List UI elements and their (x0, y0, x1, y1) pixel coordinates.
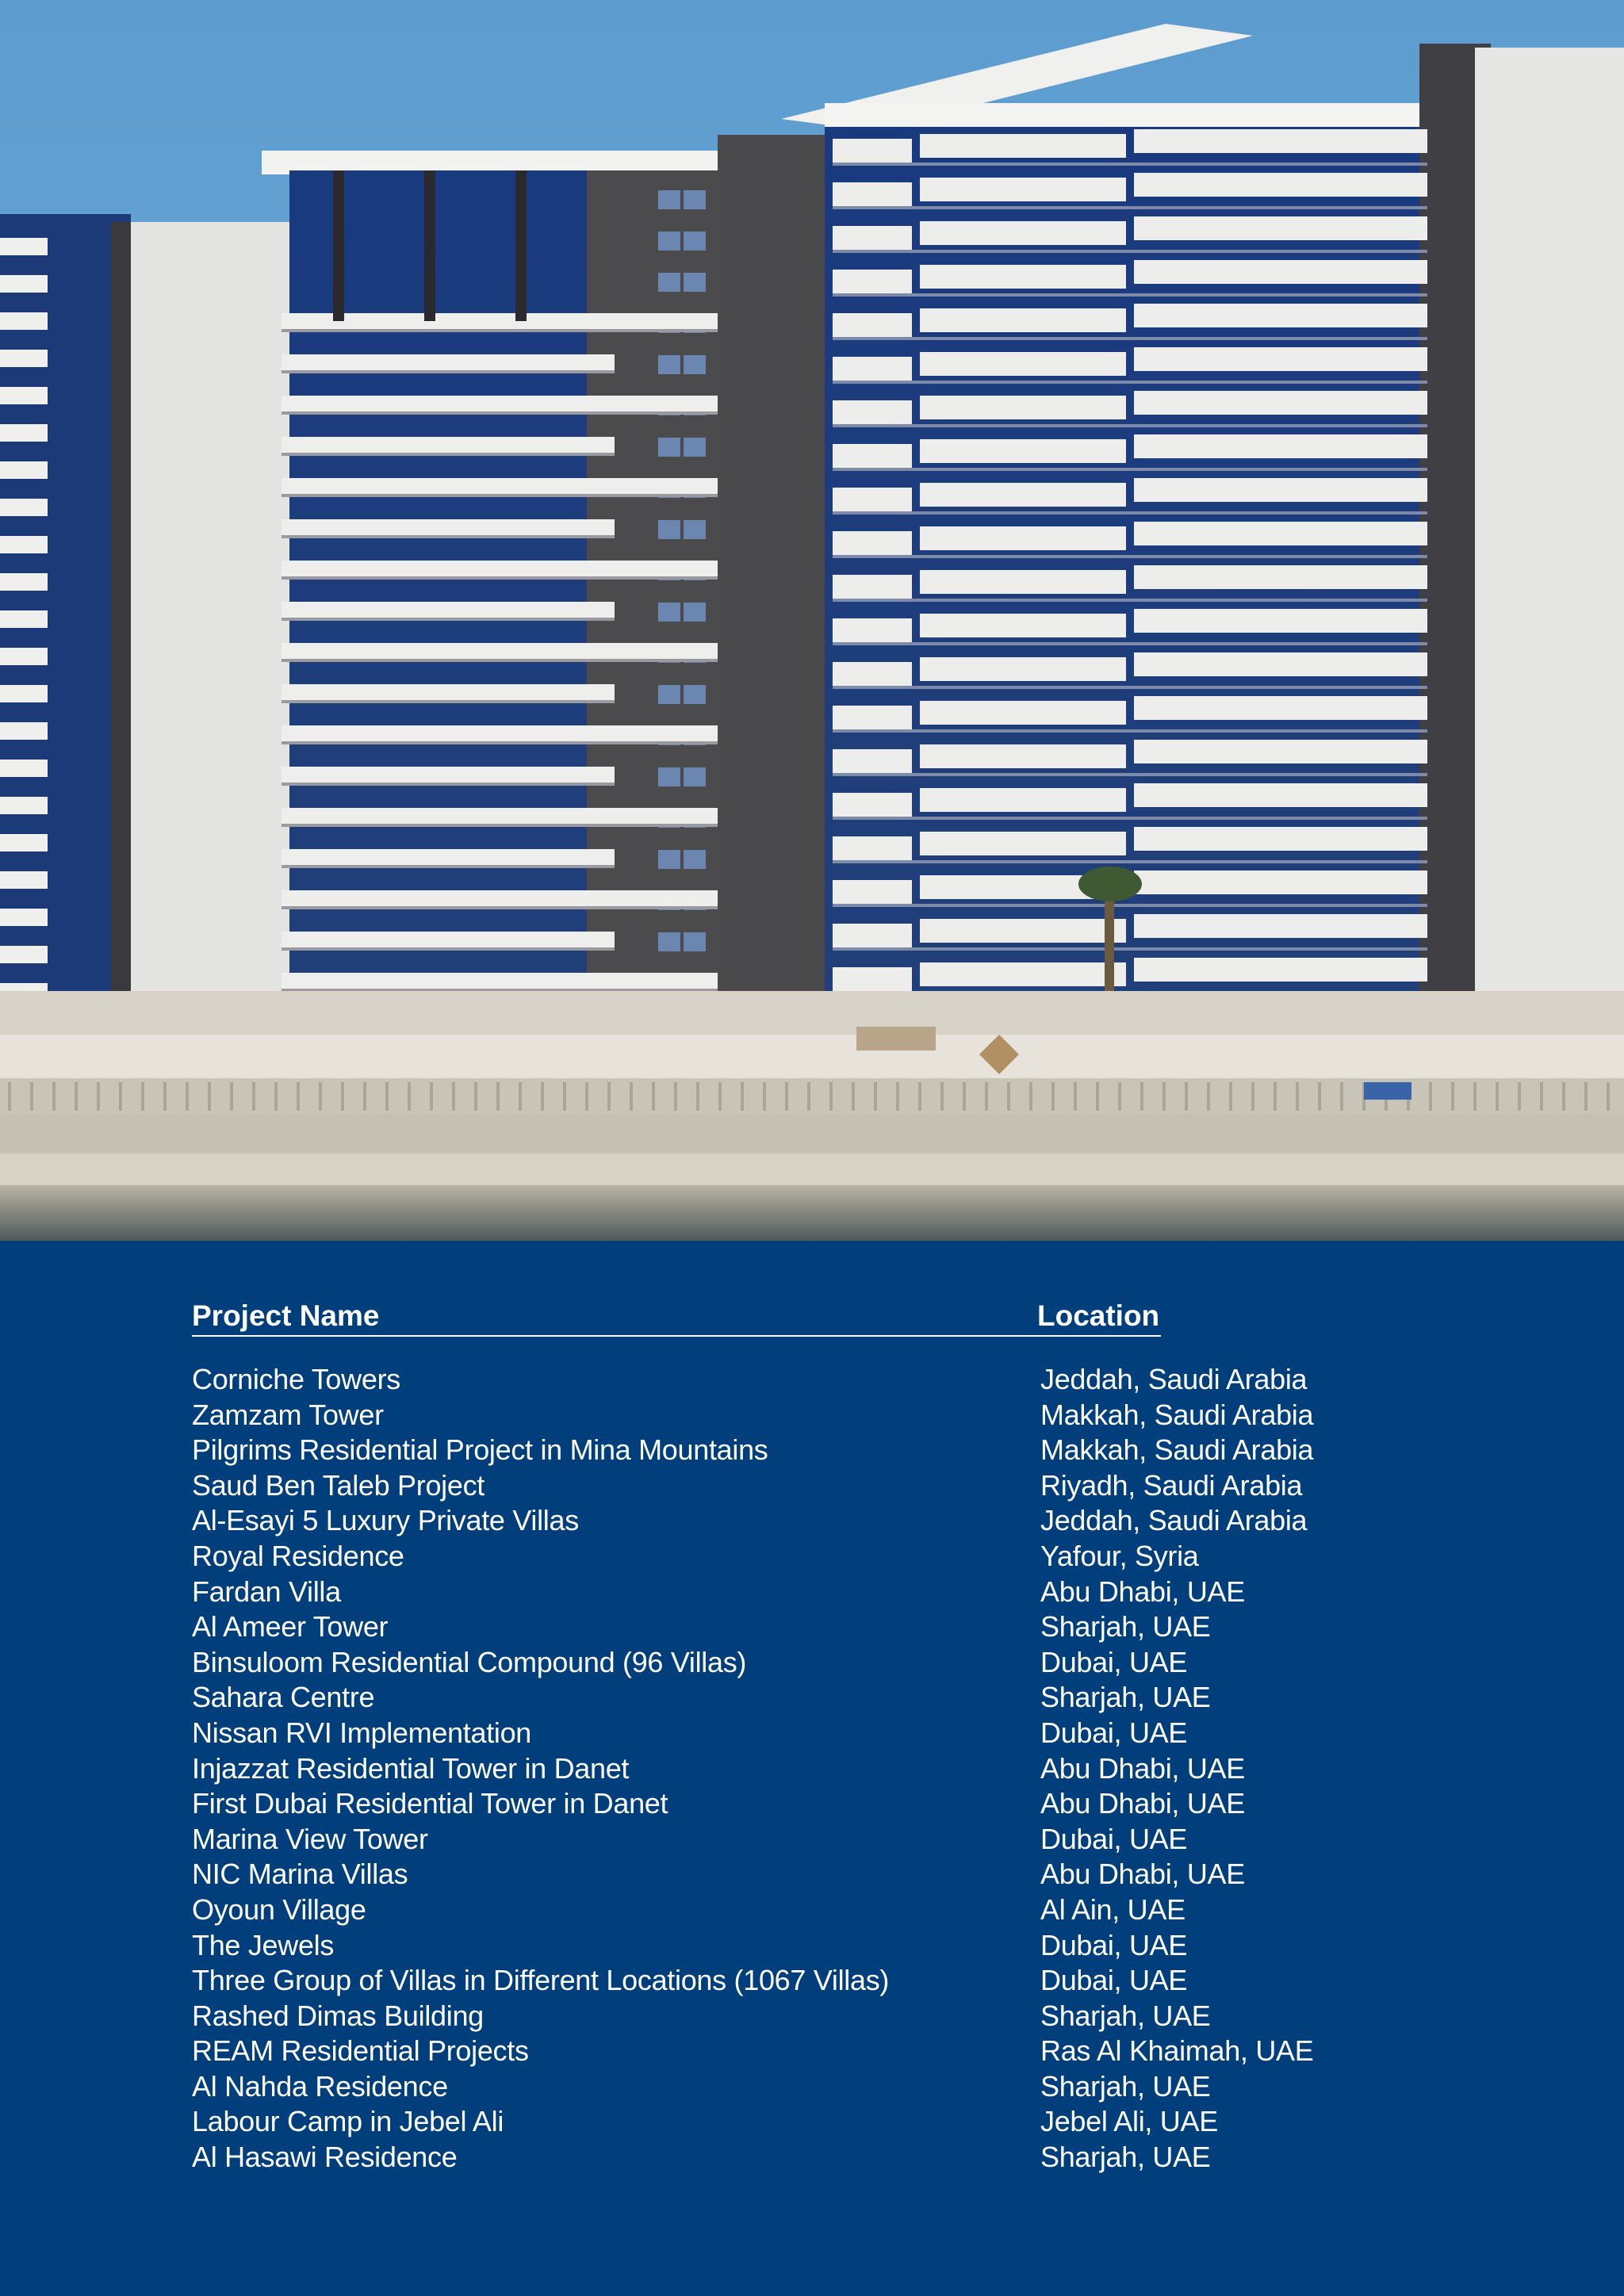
table-row (192, 1609, 1461, 1645)
project-name-cell: Al-Esayi 5 Luxury Private Villas (192, 1504, 579, 1537)
project-name-cell: Oyoun Village (192, 1892, 366, 1926)
project-name-cell: Pilgrims Residential Project in Mina Mountains (192, 1433, 768, 1467)
location-cell: Jeddah, Saudi Arabia (1040, 1504, 1308, 1537)
project-name-cell: Injazzat Residential Tower in Danet (192, 1751, 630, 1785)
table-row (192, 2104, 1461, 2140)
table-header (192, 1296, 1162, 1336)
location-cell: Makkah, Saudi Arabia (1040, 1433, 1314, 1467)
table-row (192, 1680, 1461, 1716)
table-row (192, 1539, 1461, 1575)
location-cell: Sharjah, UAE (1040, 2069, 1211, 2103)
location-cell: Abu Dhabi, UAE (1040, 1575, 1245, 1608)
location-cell: Sharjah, UAE (1040, 1999, 1211, 2032)
table-row (192, 1857, 1461, 1892)
table-row (192, 1751, 1461, 1787)
project-name-cell: The Jewels (192, 1928, 335, 1961)
project-name-cell: Corniche Towers (192, 1363, 400, 1395)
project-name-cell: Marina View Tower (192, 1822, 428, 1855)
location-cell: Dubai, UAE (1040, 1822, 1188, 1855)
location-cell: Dubai, UAE (1040, 1928, 1188, 1961)
project-name-cell: Labour Camp in Jebel Ali (192, 2105, 504, 2138)
project-name-cell: Rashed Dimas Building (192, 1999, 484, 2032)
column-header-project-name: Project Name (192, 1299, 380, 1332)
location-cell: Jeddah, Saudi Arabia (1040, 1363, 1308, 1395)
location-cell: Abu Dhabi, UAE (1040, 1858, 1245, 1891)
project-name-cell: Zamzam Tower (192, 1398, 384, 1431)
project-name-cell: Saud Ben Taleb Project (192, 1468, 485, 1502)
project-name-cell: Three Group of Villas in Different Locations (1067 Villas) (192, 1964, 890, 1997)
table-row (192, 1398, 1461, 1433)
project-name-cell: NIC Marina Villas (192, 1858, 408, 1891)
location-cell: Sharjah, UAE (1040, 1610, 1211, 1644)
project-name-cell: Sahara Centre (192, 1681, 375, 1714)
table-row (192, 1822, 1461, 1858)
location-cell: Ras Al Khaimah, UAE (1040, 2034, 1314, 2068)
table-row (192, 1362, 1461, 1398)
table-row (192, 1433, 1461, 1468)
table-row (192, 1645, 1461, 1681)
project-name-cell: Al Nahda Residence (192, 2069, 448, 2103)
location-cell: Dubai, UAE (1040, 1964, 1188, 1997)
project-name-cell: Fardan Villa (192, 1575, 341, 1608)
table-row (192, 2140, 1461, 2175)
location-cell: Jebel Ali, UAE (1040, 2105, 1218, 2138)
table-row (192, 1892, 1461, 1928)
table-row (192, 2069, 1461, 2105)
project-name-cell: Al Hasawi Residence (192, 2141, 458, 2174)
table-body (192, 1362, 1461, 2175)
location-cell: Yafour, Syria (1040, 1539, 1199, 1572)
location-cell: Sharjah, UAE (1040, 2141, 1211, 2174)
project-name-cell: Al Ameer Tower (192, 1610, 389, 1644)
table-row (192, 1716, 1461, 1751)
table-row (192, 1468, 1461, 1504)
location-cell: Dubai, UAE (1040, 1716, 1188, 1749)
project-name-cell: First Dubai Residential Tower in Danet (192, 1787, 668, 1820)
header-divider (192, 1335, 1161, 1337)
column-header-location: Location (1037, 1299, 1160, 1332)
project-name-cell: REAM Residential Projects (192, 2034, 529, 2068)
table-row (192, 2034, 1461, 2069)
project-name-cell: Nissan RVI Implementation (192, 1716, 532, 1749)
table-row (192, 1999, 1461, 2034)
table-row (192, 1575, 1461, 1610)
location-cell: Riyadh, Saudi Arabia (1040, 1468, 1303, 1502)
project-table (0, 1241, 1624, 2296)
location-cell: Abu Dhabi, UAE (1040, 1751, 1245, 1785)
table-row (192, 1928, 1461, 1964)
location-cell: Dubai, UAE (1040, 1645, 1188, 1678)
project-name-cell: Binsuloom Residential Compound (96 Villas) (192, 1645, 747, 1678)
location-cell: Al Ain, UAE (1040, 1892, 1185, 1926)
location-cell: Makkah, Saudi Arabia (1040, 1398, 1314, 1431)
table-row (192, 1786, 1461, 1822)
project-name-cell: Royal Residence (192, 1539, 404, 1572)
table-row (192, 1963, 1461, 1999)
table-row (192, 1503, 1461, 1539)
location-cell: Abu Dhabi, UAE (1040, 1787, 1245, 1820)
location-cell: Sharjah, UAE (1040, 1681, 1211, 1714)
